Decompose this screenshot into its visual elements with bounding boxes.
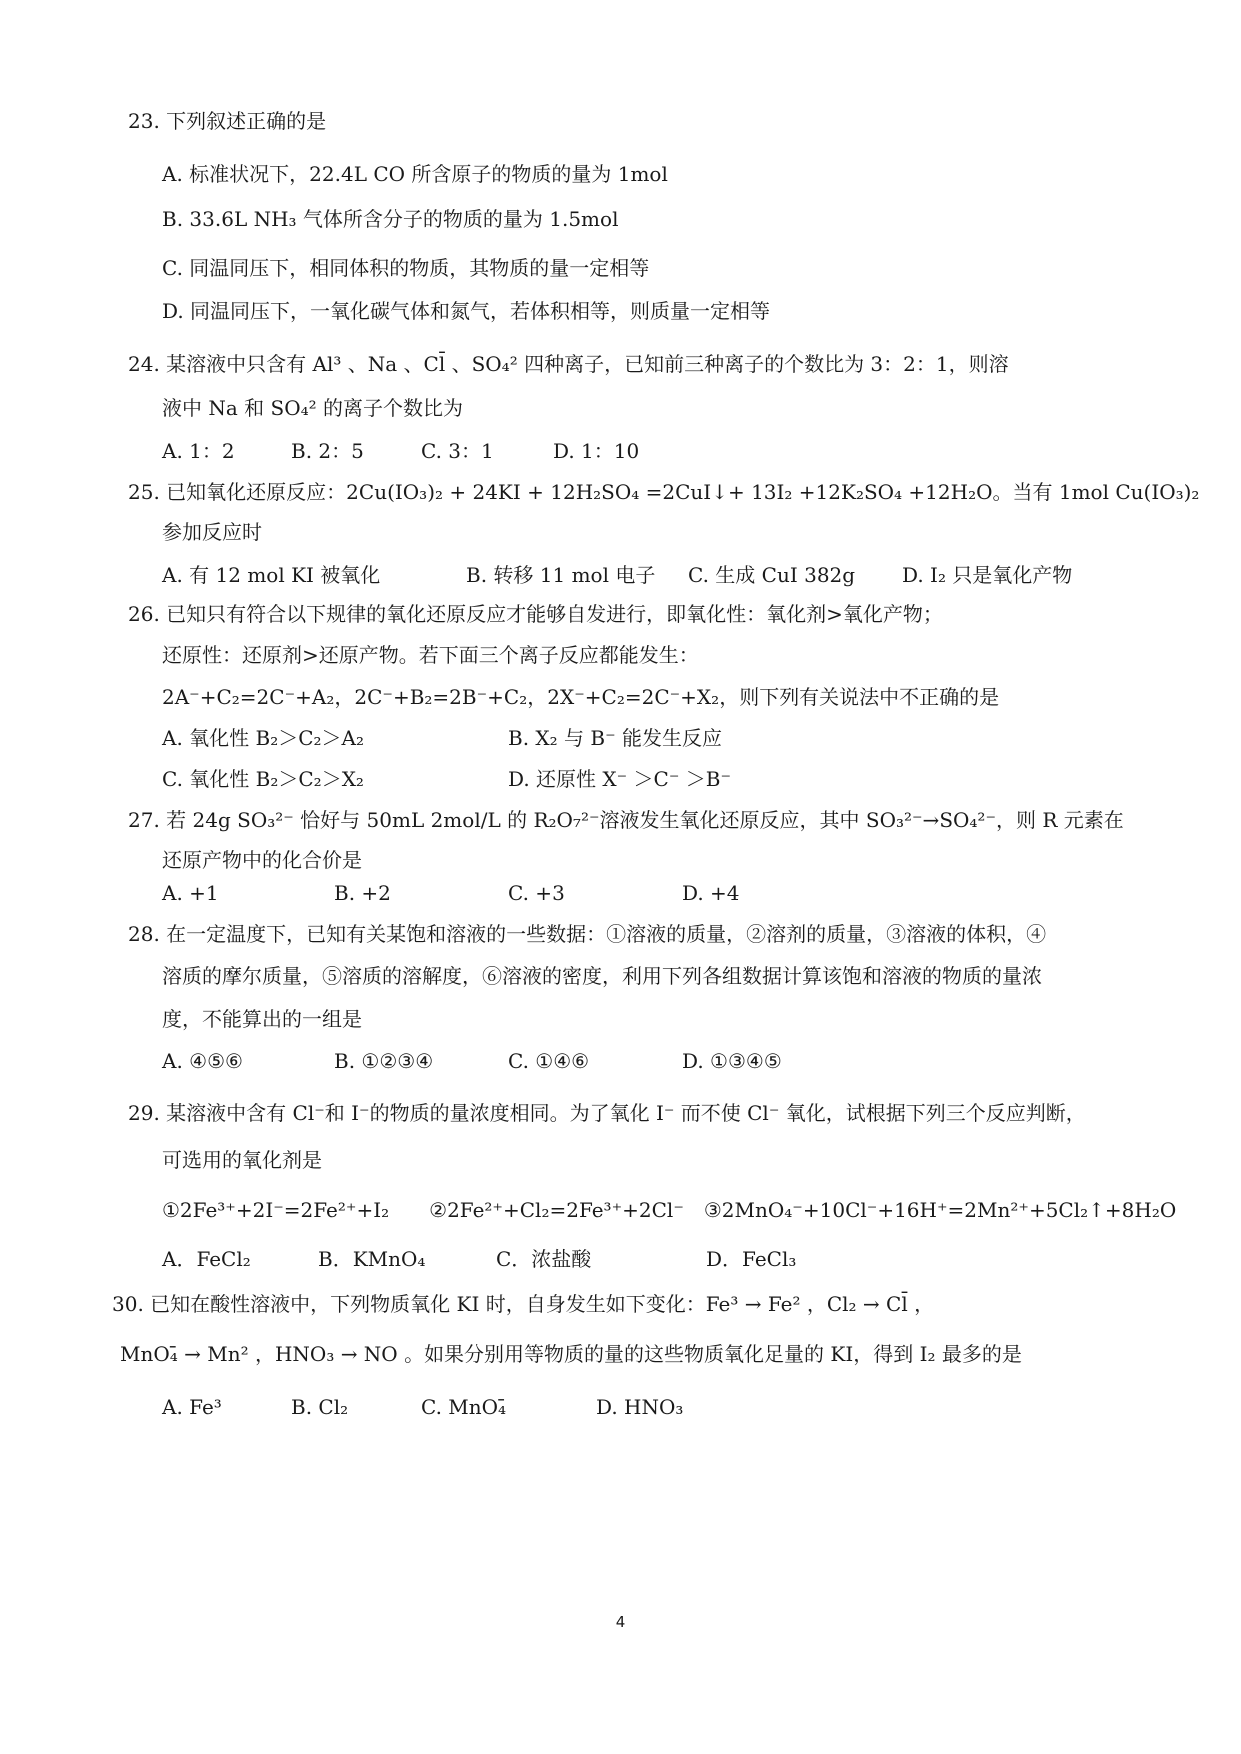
question-24-option-c: C. 3：1 [421,439,494,463]
question-25-stem-line-2: 参加反应时 [162,520,262,544]
question-26-option-a: A. 氧化性 B₂＞C₂＞A₂ [162,726,365,750]
question-28-option-d: D. ①③④⑤ [682,1049,782,1073]
question-27-stem-line-1: 27. 若 24g SO₃²⁻ 恰好与 50mL 2mol/L 的 R₂O₇²⁻溶液发生氧化还原反应，其中 SO₃²⁻→SO₄²⁻，则 R 元素在 [128,808,1124,832]
question-26-option-b: B. X₂ 与 B⁻ 能发生反应 [508,726,722,750]
question-28-stem-line-1: 28. 在一定温度下，已知有关某饱和溶液的一些数据：①溶液的质量，②溶剂的质量，③溶液的体积，④ [128,922,1047,946]
question-23-option-c: C. 同温同压下，相同体积的物质，其物质的量一定相等 [162,256,650,280]
question-28-stem-line-2: 溶质的摩尔质量，⑤溶质的溶解度，⑥溶液的密度，利用下列各组数据计算该饱和溶液的物质的量浓 [162,964,1042,988]
question-29-option-c: C．浓盐酸 [496,1247,592,1271]
question-23-option-b: B. 33.6L NH₃ 气体所含分子的物质的量为 1.5mol [162,207,619,231]
question-23-option-a: A. 标准状况下，22.4L CO 所含原子的物质的量为 1mol [162,162,668,186]
question-30-option-d: D. HNO₃ [596,1395,684,1419]
question-27-stem-line-2: 还原产物中的化合价是 [162,848,362,872]
question-27-option-d: D. +4 [682,881,740,905]
question-25-option-c: C. 生成 CuI 382g [688,563,856,587]
question-29-reactions: ①2Fe³⁺+2I⁻=2Fe²⁺+I₂ ②2Fe²⁺+Cl₂=2Fe³⁺+2Cl⁻ ③2MnO₄⁻+10Cl⁻+16H⁺=2Mn²⁺+5Cl₂↑+8H₂O [162,1198,1177,1222]
question-29-option-b: B．KMnO₄ [318,1247,426,1271]
question-27-option-a: A. +1 [162,881,219,905]
question-25-option-a: A. 有 12 mol KI 被氧化 [162,563,381,587]
question-29-stem-line-2: 可选用的氧化剂是 [162,1148,322,1172]
question-28-option-c: C. ①④⑥ [508,1049,590,1073]
question-28-option-b: B. ①②③④ [334,1049,434,1073]
question-28-option-a: A. ④⑤⑥ [162,1049,243,1073]
question-26-option-c: C. 氧化性 B₂＞C₂＞X₂ [162,767,364,791]
page-number: 4 [615,1613,626,1631]
question-30-option-c: C. MnO₄̄ [421,1395,507,1419]
question-24-option-d: D. 1：10 [553,439,640,463]
question-24-stem-line-2: 液中 Na 和 SO₄² 的离子个数比为 [162,396,463,420]
question-27-option-c: C. +3 [508,881,565,905]
question-24-option-a: A. 1：2 [162,439,235,463]
question-30-stem-line-1: 30. 已知在酸性溶液中，下列物质氧化 KI 时，自身发生如下变化：Fe³ → Fe² ，Cl₂ → Cl̄ ， [112,1292,935,1316]
question-24-stem-line-1: 24. 某溶液中只含有 Al³ 、Na 、Cl̄ 、SO₄² 四种离子，已知前三种离子的个数比为 3：2：1，则溶 [128,352,1009,376]
question-30-option-a: A. Fe³ [162,1395,222,1419]
question-23-stem: 23. 下列叙述正确的是 [128,109,327,133]
question-26-stem-line-3: 2A⁻+C₂=2C⁻+A₂，2C⁻+B₂=2B⁻+C₂，2X⁻+C₂=2C⁻+X₂，则下列有关说法中不正确的是 [162,685,1000,709]
question-30-option-b: B. Cl₂ [291,1395,349,1419]
question-24-option-b: B. 2：5 [291,439,364,463]
question-27-option-b: B. +2 [334,881,391,905]
question-25-stem-line-1: 25. 已知氧化还原反应：2Cu(IO₃)₂ + 24KI + 12H₂SO₄ =2CuI↓+ 13I₂ +12K₂SO₄ +12H₂O。当有 1mol Cu(IO₃)₂ [128,480,1200,504]
question-25-option-d: D. I₂ 只是氧化产物 [902,563,1073,587]
question-28-stem-line-3: 度，不能算出的一组是 [162,1007,362,1031]
question-29-option-a: A．FeCl₂ [162,1247,251,1271]
question-30-stem-line-2: MnO₄̄ → Mn² ，HNO₃ → NO 。如果分别用等物质的量的这些物质氧化足量的 KI，得到 I₂ 最多的是 [120,1342,1022,1366]
question-23-option-d: D. 同温同压下，一氧化碳气体和氮气，若体积相等，则质量一定相等 [162,299,771,323]
question-29-stem-line-1: 29. 某溶液中含有 Cl⁻和 I⁻的物质的量浓度相同。为了氧化 I⁻ 而不使 Cl⁻ 氧化，试根据下列三个反应判断， [128,1101,1086,1125]
question-29-option-d: D．FeCl₃ [706,1247,797,1271]
question-26-option-d: D. 还原性 X⁻ ＞C⁻ ＞B⁻ [508,767,732,791]
question-26-stem-line-2: 还原性：还原剂>还原产物。若下面三个离子反应都能发生： [162,643,699,667]
question-25-option-b: B. 转移 11 mol 电子 [466,563,656,587]
question-26-stem-line-1: 26. 已知只有符合以下规律的氧化还原反应才能够自发进行，即氧化性：氧化剂>氧化产物； [128,602,943,626]
